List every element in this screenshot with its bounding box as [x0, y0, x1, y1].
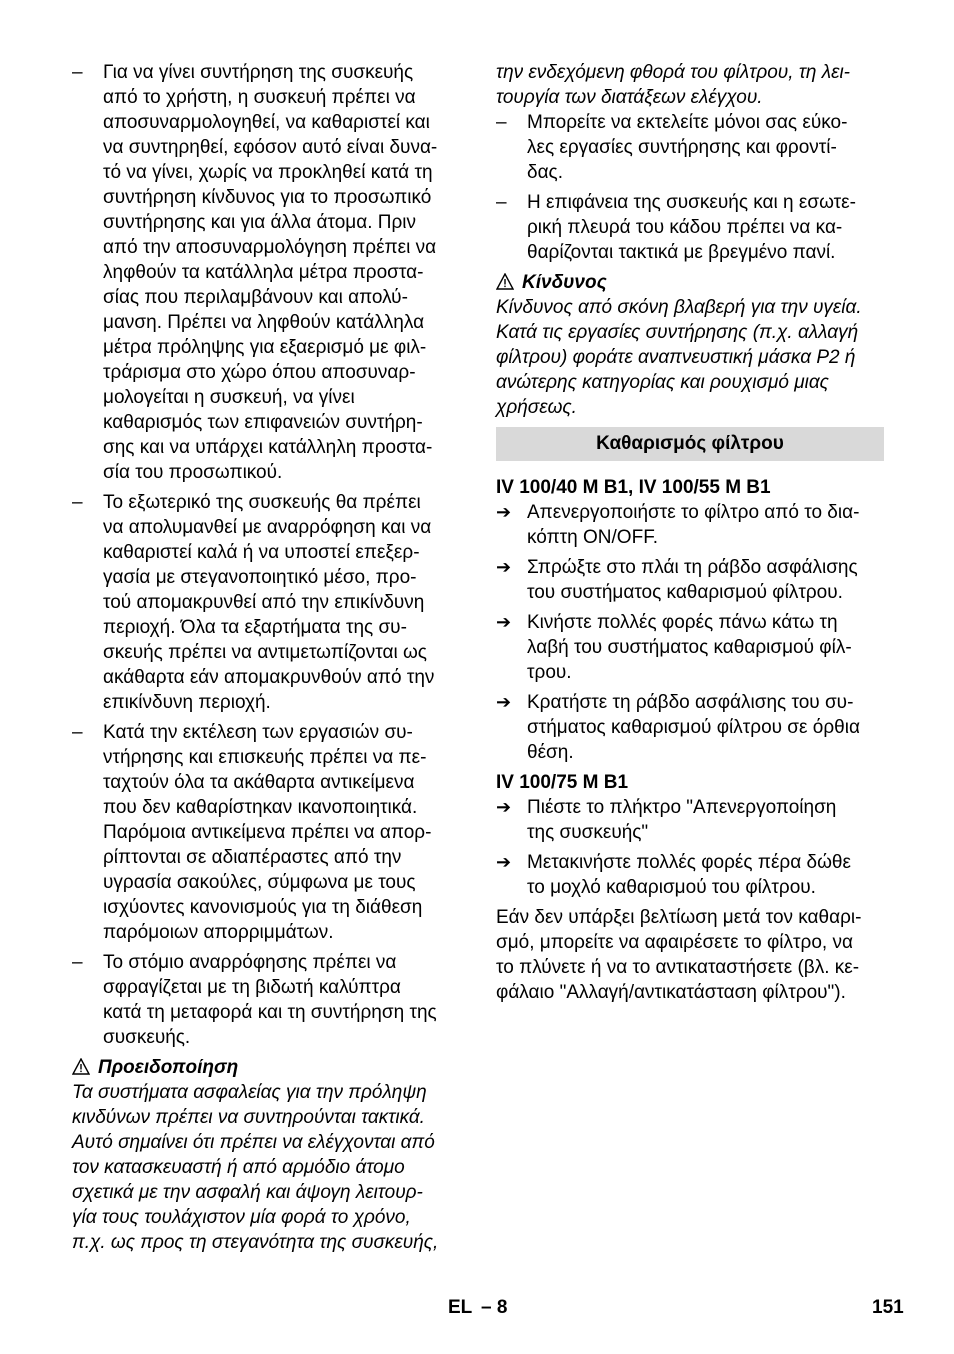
text-line: σία του προσωπικού.: [103, 462, 283, 483]
warning-triangle-icon: [72, 1057, 92, 1082]
text-line: τό να γίνει, χωρίς να προκληθεί κατά τη: [103, 162, 433, 183]
text-line: τον κατασκευαστή ή από αρμόδιο άτομο: [72, 1157, 405, 1178]
right-column: [496, 60, 884, 1005]
list-dash: –: [496, 192, 507, 213]
text-line: παρόμοιων απορριμμάτων.: [103, 922, 334, 943]
bullet-item: [72, 950, 464, 1050]
text-line: φάλαιο "Αλλαγή/αντικατάσταση φίλτρου").: [496, 982, 846, 1003]
list-dash: –: [72, 62, 83, 83]
text-line: συντήρησης και για άλλα άτομα. Πριν: [103, 212, 417, 233]
text-line: ταχτούν όλα τα ακάθαρτα αντικείμενα: [103, 772, 415, 793]
text-line: συσκευής.: [103, 1027, 191, 1048]
text-line: θέση.: [527, 742, 574, 763]
text-line: να συντηρηθεί, εφόσον αυτό είναι δυνα-: [103, 137, 438, 158]
text-line: Κατά τις εργασίες συντήρησης (π.χ. αλλαγή: [496, 322, 859, 343]
text-line: περιοχή. Όλα τα εξαρτήματα της συ-: [103, 617, 407, 638]
arrow-icon: ➔: [496, 502, 512, 522]
bullet-item: [496, 110, 884, 185]
text-line: ανώτερης κατηγορίας και ρουχισμό μιας: [496, 372, 829, 393]
text-line: ντήρησης και επισκευής πρέπει να πε-: [103, 747, 427, 768]
text-line: τουργία των διατάξεων ελέγχου.: [496, 87, 763, 108]
step-item: [496, 795, 884, 845]
text-line: Μπορείτε να εκτελείτε μόνοι σας εύκο- –: [496, 112, 848, 133]
text-line: σχετικά με την ασφαλή και άψογη λειτουρ-: [72, 1182, 423, 1203]
text-line: χρήσεως.: [496, 397, 577, 418]
bullet-item: [72, 720, 464, 945]
text-line: σίας που περιλαμβάνουν και απολύ-: [103, 287, 408, 308]
list-dash: –: [72, 952, 83, 973]
text-line: Η επιφάνεια της συσκευής και η εσωτε- –: [496, 192, 856, 213]
text-line: κατά τη μεταφορά και τη συντήρηση της: [103, 1002, 437, 1023]
list-dash: –: [496, 112, 507, 133]
text-line: υγρασία σακούλες, σύμφωνα με τους: [103, 872, 416, 893]
list-dash: –: [72, 722, 83, 743]
text-line: λαβή του συστήματος καθαρισμού φίλ-: [527, 637, 852, 658]
text-line: ακάθαρτα εάν απομακρυνθούν από την: [103, 667, 435, 688]
text-line: Απενεργοποιήστε το φίλτρο από το δια- ➔: [496, 502, 860, 523]
text-line: καθαριστεί καλά ή να υποστεί επεξερ-: [103, 542, 420, 563]
text-line: από την αποσυναρμολόγηση πρέπει να: [103, 237, 437, 258]
text-line: καθαρισμός των επιφανειών συντήρη-: [103, 412, 423, 433]
step-item: [496, 500, 884, 550]
text-line: ρική πλευρά του κάδου πρέπει να κα-: [527, 217, 843, 238]
arrow-icon: ➔: [496, 557, 512, 577]
text-line: Κινήστε πολλές φορές πάνω κάτω τη ➔: [496, 612, 838, 633]
text-line: Μετακινήστε πολλές φορές πέρα δώθε ➔: [496, 852, 851, 873]
arrow-icon: ➔: [496, 797, 512, 817]
text-line: δας.: [527, 162, 563, 183]
footer-language: EL: [448, 1297, 473, 1318]
step-item: [496, 690, 884, 765]
text-line: σης και να υπάρχει κατάλληλη προστα-: [103, 437, 433, 458]
text-line: Κρατήστε τη ράβδο ασφάλισης του συ- ➔: [496, 692, 854, 713]
text-line: τράρισμα στο χώρο όπου αποσυναρ-: [103, 362, 416, 383]
text-line: π.χ. ως προς τη στεγανότητα της συσκευής,: [72, 1232, 439, 1253]
text-line: σφραγίζεται με τη βιδωτή καλύπτρα: [103, 977, 401, 998]
footer-page-number: 151: [872, 1297, 904, 1318]
text-line: τρου.: [527, 662, 572, 683]
text-line: ισχύοντες κανονισμούς για τη διάθεση: [103, 897, 423, 918]
text-line: γασία με στεγανοποιητικό μέσο, προ-: [103, 567, 417, 588]
text-line: επικίνδυνη περιοχή.: [103, 692, 271, 713]
text-line: σμό, μπορείτε να αφαιρέσετε το φίλτρο, να: [496, 932, 853, 953]
text-line: το πλύνετε ή να το αντικαταστήσετε (βλ. κε-: [496, 957, 860, 978]
text-line: της συσκευής": [527, 822, 649, 843]
warning-heading: [72, 1055, 464, 1080]
text-line: σκευής πρέπει να αντιμετωπίζονται ως: [103, 642, 427, 663]
bullet-item: [496, 190, 884, 265]
footer-section-page: – 8: [481, 1297, 508, 1318]
warning-title: Κίνδυνος: [522, 272, 607, 293]
text-line: Σπρώξτε στο πλάι τη ράβδο ασφάλισης ➔: [496, 557, 858, 578]
text-line: μολογείται η συσκευή, να γίνει: [103, 387, 355, 408]
step-item: [496, 610, 884, 685]
warning-triangle-icon: [496, 272, 516, 297]
text-line: Για να γίνει συντήρηση της συσκευής –: [72, 62, 414, 83]
text-line: συντήρηση κίνδυνος για το προσωπικό: [103, 187, 432, 208]
text-line: λες εργασίες συντήρησης και φροντί-: [527, 137, 837, 158]
text-line: στήματος καθαρισμού φίλτρου σε όρθια: [527, 717, 860, 738]
text-line: Κίνδυνος από σκόνη βλαβερή για την υγεία.: [496, 297, 862, 318]
text-line: την ενδεχόμενη φθορά του φίλτρου, τη λει-: [496, 62, 850, 83]
left-column: [72, 60, 464, 1255]
text-line: Το εξωτερικό της συσκευής θα πρέπει –: [72, 492, 421, 513]
text-line: ληφθούν τα κατάλληλα μέτρα προστα-: [103, 262, 424, 283]
warning-heading: [496, 270, 884, 295]
step-item: [496, 850, 884, 900]
text-line: Αυτό σημαίνει ότι πρέπει να ελέγχονται από: [72, 1132, 435, 1153]
subsection-title: IV 100/75 M B1: [496, 772, 629, 793]
spacer: [496, 420, 884, 425]
text-line: που δεν καθαρίστηκαν ικανοποιητικά.: [103, 797, 418, 818]
text-line: να απολυμανθεί με αναρρόφηση και να: [103, 517, 432, 538]
text-line: ρίπτονται σε αδιαπέραστες από την: [103, 847, 402, 868]
text-line: μέτρα πρόληψης για εξαερισμό με φιλ-: [103, 337, 427, 358]
text-line: Παρόμοια αντικείμενα πρέπει να απορ-: [103, 822, 432, 843]
text-line: τού απομακρυνθεί από την επικίνδυνη: [103, 592, 425, 613]
step-item: [496, 555, 884, 605]
arrow-icon: ➔: [496, 692, 512, 712]
text-line: Το στόμιο αναρρόφησης πρέπει να –: [72, 952, 397, 973]
text-line: από το χρήστη, η συσκευή πρέπει να: [103, 87, 416, 108]
text-line: Κατά την εκτέλεση των εργασιών συ- –: [72, 722, 413, 743]
text-line: κινδύνων πρέπει να συντηρούνται τακτικά.: [72, 1107, 425, 1128]
arrow-icon: ➔: [496, 852, 512, 872]
text-line: Τα συστήματα ασφαλείας για την πρόληψη: [72, 1082, 427, 1103]
text-line: θαρίζονται τακτικά με βρεγμένο πανί.: [527, 242, 836, 263]
text-line: του συστήματος καθαρισμού φίλτρου.: [527, 582, 843, 603]
section-title: Καθαρισμός φίλτρου: [496, 427, 884, 461]
text-line: μανση. Πρέπει να ληφθούν κατάλληλα: [103, 312, 425, 333]
warning-title: Προειδοποίηση: [98, 1057, 239, 1078]
bullet-item: [72, 60, 464, 485]
text-line: κόπτη ON/OFF.: [527, 527, 658, 548]
text-line: φίλτρου) φοράτε αναπνευστική μάσκα P2 ή: [496, 347, 856, 368]
arrow-icon: ➔: [496, 612, 512, 632]
bullet-item: [72, 490, 464, 715]
text-line: το μοχλό καθαρισμού του φίλτρου.: [527, 877, 816, 898]
text-line: Εάν δεν υπάρξει βελτίωση μετά τον καθαρι-: [496, 907, 862, 928]
text-line: αποσυναρμολογηθεί, να καθαριστεί και: [103, 112, 430, 133]
list-dash: –: [72, 492, 83, 513]
subsection-title: IV 100/40 M B1, IV 100/55 M B1: [496, 477, 771, 498]
text-line: Πιέστε το πλήκτρο "Απενεργοποίηση ➔: [496, 797, 837, 818]
text-line: γία τους τουλάχιστον μία φορά το χρόνο,: [72, 1207, 411, 1228]
